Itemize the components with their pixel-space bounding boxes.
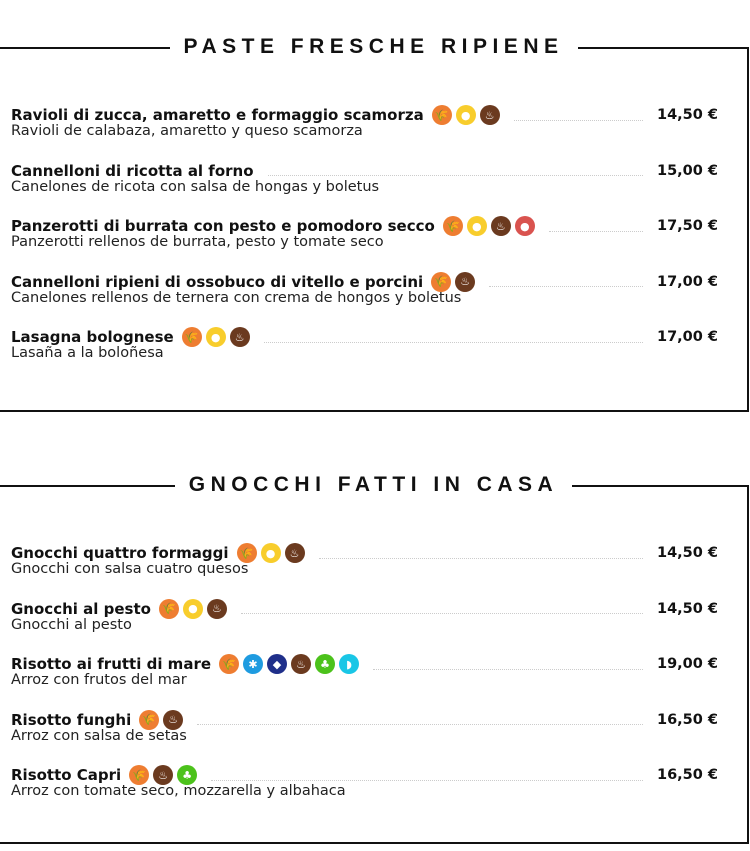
dairy-allergen-icon: ♨ <box>285 543 305 563</box>
section-gnocchi <box>0 473 749 844</box>
allergen-icons <box>182 327 250 347</box>
dairy-allergen-icon: ♨ <box>455 272 475 292</box>
menu-item <box>11 215 718 271</box>
item-price: 15,00 € <box>656 162 718 179</box>
item-description: Canelones de ricota con salsa de hongas y boletus <box>11 178 380 195</box>
allergen-icons <box>129 765 197 785</box>
gluten-allergen-icon: 🌾 <box>432 105 452 125</box>
gluten-allergen-icon: 🌾 <box>159 599 179 619</box>
item-price: 17,00 € <box>656 273 718 290</box>
item-description: Arroz con frutos del mar <box>11 672 187 688</box>
item-price: 14,50 € <box>656 545 718 561</box>
dotted-leader <box>549 221 643 232</box>
item-name: Risotto funghi <box>11 710 132 729</box>
section-paste-fresche <box>0 35 749 412</box>
item-price: 14,50 € <box>656 600 718 617</box>
dotted-leader <box>373 659 643 670</box>
item-name: Lasagna bolognese <box>11 328 174 346</box>
dotted-leader <box>241 603 643 614</box>
allergen-icons <box>432 105 500 125</box>
item-description: Arroz con salsa de setas <box>11 727 187 744</box>
dotted-leader <box>489 276 643 287</box>
celery-allergen-icon: ♣ <box>315 654 335 674</box>
item-price: 14,50 € <box>656 107 718 123</box>
item-description: Lasaña a la boloñesa <box>11 345 164 361</box>
dairy-allergen-icon: ♨ <box>163 710 183 730</box>
gluten-allergen-icon: 🌾 <box>129 765 149 785</box>
menu-item <box>11 598 718 654</box>
allergen-icons <box>443 216 535 236</box>
celery-allergen-icon: ♣ <box>177 765 197 785</box>
menu-item <box>11 542 718 598</box>
allergen-icons <box>237 543 305 563</box>
allergen-icons <box>139 710 183 730</box>
dotted-leader <box>264 332 643 343</box>
menu-item <box>11 160 718 216</box>
allergen-icons <box>159 599 227 619</box>
eggs-allergen-icon: ● <box>183 599 203 619</box>
item-name: Gnocchi al pesto <box>11 599 151 618</box>
dotted-leader <box>268 165 643 176</box>
fish-allergen-icon: ◆ <box>267 654 287 674</box>
gluten-allergen-icon: 🌾 <box>237 543 257 563</box>
item-price: 17,00 € <box>656 329 718 345</box>
item-name: Panzerotti di burrata con pesto e pomodoro secco <box>11 217 435 235</box>
item-name: Gnocchi quattro formaggi <box>11 544 229 562</box>
gluten-allergen-icon: 🌾 <box>139 710 159 730</box>
item-description: Ravioli de calabaza, amaretto y queso scamorza <box>11 123 363 139</box>
allergen-icons <box>219 654 359 674</box>
dotted-leader <box>514 110 643 121</box>
section-title: GNOCCHI FATTI IN CASA <box>175 473 572 496</box>
nuts-allergen-icon: ● <box>515 216 535 236</box>
dairy-allergen-icon: ♨ <box>491 216 511 236</box>
menu-item <box>11 271 718 327</box>
item-name: Risotto ai frutti di mare <box>11 655 212 673</box>
dairy-allergen-icon: ♨ <box>153 765 173 785</box>
section-title: PASTE FRESCHE RIPIENE <box>170 35 578 58</box>
item-name: Risotto Capri <box>11 766 122 784</box>
item-price: 17,50 € <box>656 218 718 234</box>
item-description: Arroz con tomate seco, mozzarella y albahaca <box>11 783 346 799</box>
dairy-allergen-icon: ♨ <box>207 599 227 619</box>
molluscs-allergen-icon: ◗ <box>339 654 359 674</box>
item-description: Panzerotti rellenos de burrata, pesto y tomate seco <box>11 234 384 250</box>
item-name: Ravioli di zucca, amaretto e formaggio scamorza <box>11 106 424 124</box>
menu-item <box>11 709 718 765</box>
eggs-allergen-icon: ● <box>467 216 487 236</box>
eggs-allergen-icon: ● <box>456 105 476 125</box>
eggs-allergen-icon: ● <box>261 543 281 563</box>
item-price: 19,00 € <box>656 656 718 672</box>
dairy-allergen-icon: ♨ <box>480 105 500 125</box>
allergen-icons <box>431 272 475 292</box>
eggs-allergen-icon: ● <box>206 327 226 347</box>
dotted-leader <box>211 770 643 781</box>
gluten-allergen-icon: 🌾 <box>431 272 451 292</box>
item-description: Gnocchi al pesto <box>11 616 132 633</box>
dotted-leader <box>319 548 643 559</box>
menu-item <box>11 653 718 709</box>
dairy-allergen-icon: ♨ <box>291 654 311 674</box>
dotted-leader <box>197 714 643 725</box>
item-price: 16,50 € <box>656 767 718 783</box>
item-price: 16,50 € <box>656 711 718 728</box>
gluten-allergen-icon: 🌾 <box>182 327 202 347</box>
gluten-allergen-icon: 🌾 <box>219 654 239 674</box>
menu-item <box>11 104 718 160</box>
item-name: Cannelloni di ricotta al forno <box>11 161 254 180</box>
item-description: Canelones rellenos de ternera con crema de hongos y boletus <box>11 289 462 306</box>
menu-item <box>11 764 718 820</box>
menu-item <box>11 326 718 382</box>
item-description: Gnocchi con salsa cuatro quesos <box>11 561 249 577</box>
crustaceans-allergen-icon: ✱ <box>243 654 263 674</box>
gluten-allergen-icon: 🌾 <box>443 216 463 236</box>
item-name: Cannelloni ripieni di ossobuco di vitello e porcini <box>11 272 424 291</box>
dairy-allergen-icon: ♨ <box>230 327 250 347</box>
